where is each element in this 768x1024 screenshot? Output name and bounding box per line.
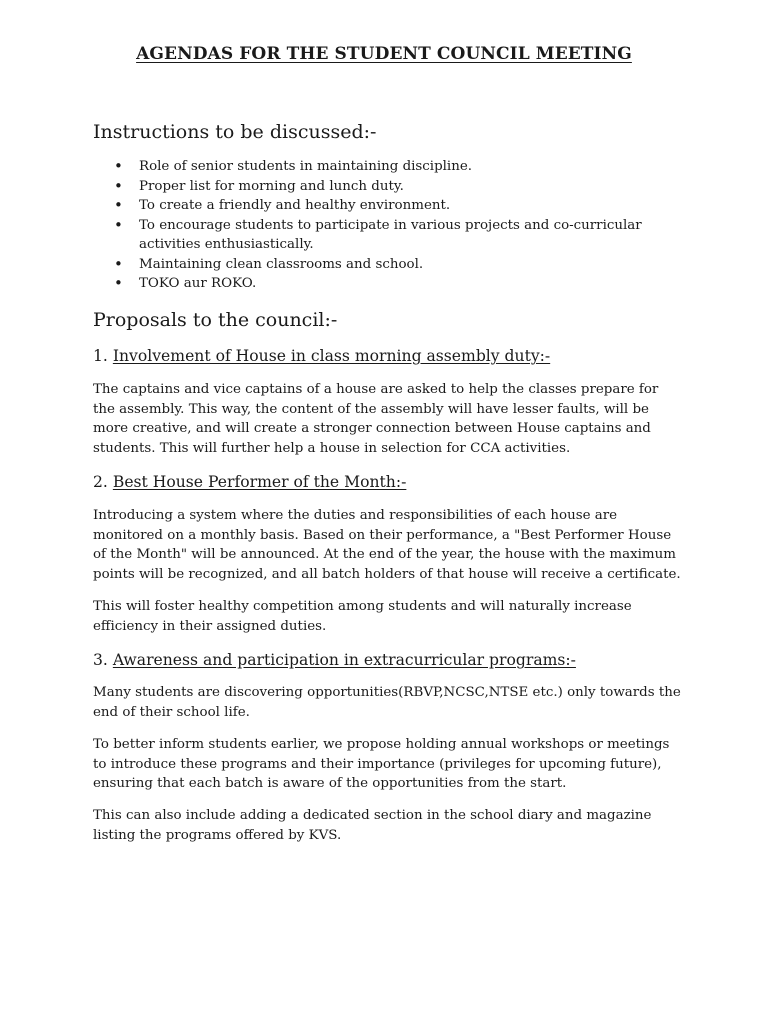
proposal-2-paragraph-2: This will foster healthy competition among students and will naturally increase efficiency in their assigned duties. [93,599,632,634]
list-item: • Role of senior students in maintaining discipline. [93,157,693,177]
proposal-title: Awareness and participation in extracurricular programs:- [112,651,576,669]
proposal-3-paragraph-2: To better inform students earlier, we propose holding annual workshops or meetings to introduce these programs and their importance (privileges for upcoming future), ensuring that each batch is aware of the opportunities from the start. [93,737,670,792]
proposal-number: 1. [93,347,108,365]
instructions-list [93,157,693,294]
proposal-number: 3. [93,651,108,669]
proposal-2-paragraph-1: Introducing a system where the duties and responsibilities of each house are monitored on a monthly basis. Based on their performance, a "Best Performer House of the Month" will be announced. At the end of the year, the house with the maximum points will be recognized, and all batch holders of that house will receive a certificate. [93,508,681,582]
proposal-3-paragraph-1: Many students are discovering opportunities(RBVP,NCSC,NTSE etc.) only towards the end of their school life. [93,685,681,720]
instructions-heading: Instructions to be discussed:- [93,121,377,143]
proposal-3-heading [93,650,576,670]
proposal-1-paragraph-1: The captains and vice captains of a house are asked to help the classes prepare for the assembly. This way, the content of the assembly will have lesser faults, will be more creative, and will create a stronger connection between House captains and students. This will further help a house in selection for CCA activities. [93,382,659,456]
proposal-1-heading [93,346,550,366]
proposal-title: Best House Performer of the Month:- [112,473,407,491]
list-item: • Maintaining clean classrooms and school. [93,255,693,275]
list-item: • TOKO aur ROKO. [93,274,693,294]
proposal-number: 2. [93,473,108,491]
list-item: • To encourage students to participate in various projects and co-curricular activities enthusiastically. [93,216,693,255]
proposal-title: Involvement of House in class morning assembly duty:- [112,347,551,365]
page-title: AGENDAS FOR THE STUDENT COUNCIL MEETING [136,44,632,64]
proposal-2-heading [93,472,406,492]
proposal-3-paragraph-3: This can also include adding a dedicated section in the school diary and magazine listing the programs offered by KVS. [93,808,652,843]
list-item: • Proper list for morning and lunch duty. [93,177,693,197]
proposals-heading: Proposals to the council:- [93,309,338,331]
list-item: • To create a friendly and healthy environment. [93,196,693,216]
